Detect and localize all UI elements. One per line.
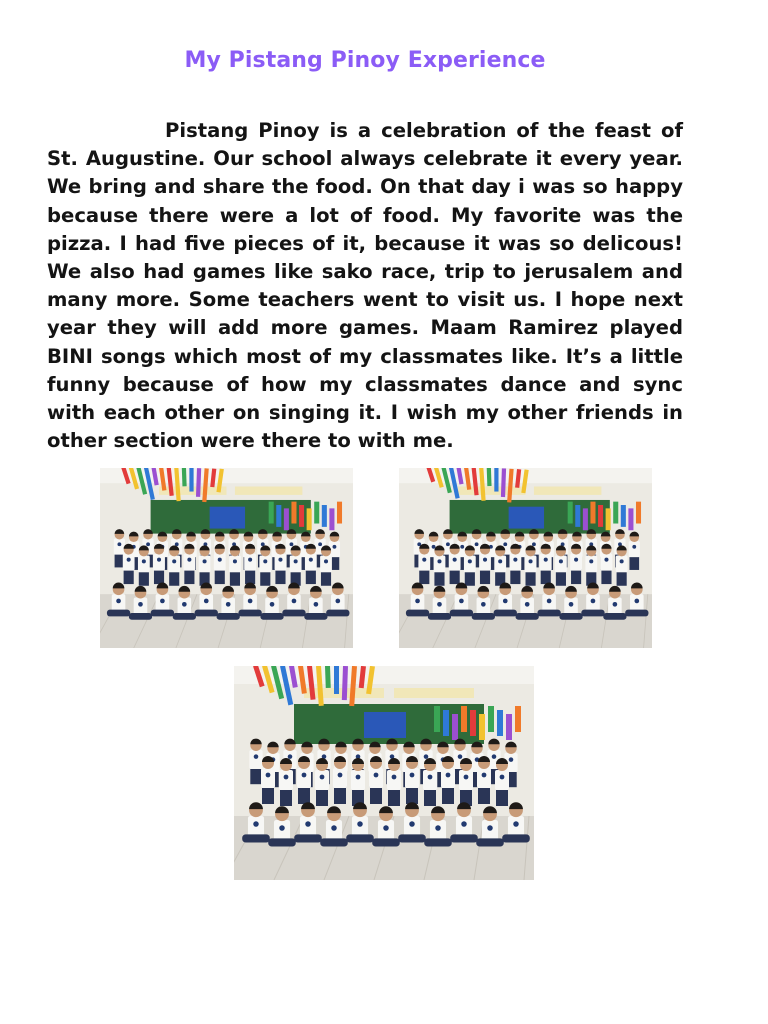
class-photo-3 bbox=[234, 666, 534, 880]
class-photo-2 bbox=[399, 468, 652, 648]
class-photo-1 bbox=[100, 468, 353, 648]
group-photo-illustration bbox=[399, 468, 652, 648]
page-title: My Pistang Pinoy Experience bbox=[184, 48, 546, 73]
group-photo-illustration bbox=[100, 468, 353, 648]
essay-text: Pistang Pinoy is a celebration of the feast of St. Augustine. Our school always celebrate it every year. We bring and share the food. On that day i was so happy because there were a lot of food. My favorite was the pizza. I had five pieces of it, because it was so delicous! We also had games like sako race, trip to jerusalem and many more. Some teachers went to visit us. I hope next year they will add more games. Maam Ramirez played BINI songs which most of my classmates like. It’s a little funny because of how my classmates dance and sync with each other on singing it. I wish my other friends in other section were there to with me. bbox=[47, 119, 683, 453]
group-photo-illustration bbox=[234, 666, 534, 880]
essay-paragraph bbox=[47, 117, 683, 455]
